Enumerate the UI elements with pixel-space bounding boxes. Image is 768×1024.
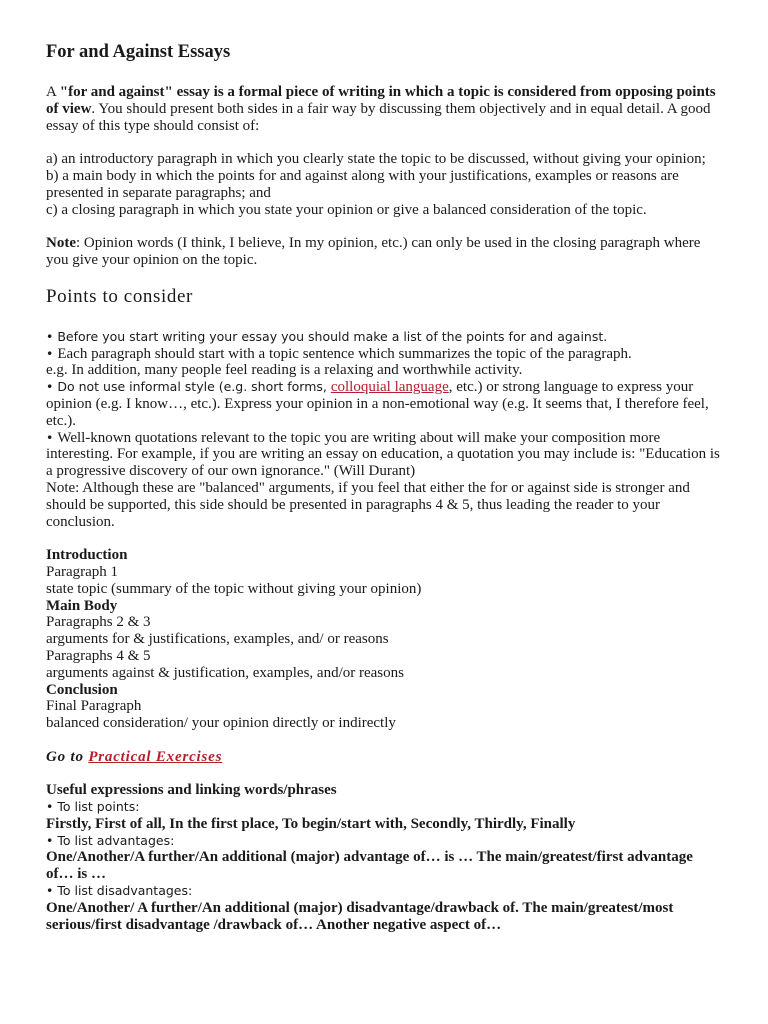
disadvantages-text: One/Another/ A further/An additional (major) disadvantage/drawback of. The main/greatest/most serious/first disadvantage /drawback of… Another negative aspect of… — [46, 899, 674, 933]
structure-conclusion-para: Final Paragraph — [46, 698, 142, 715]
point-5-note: Note: Although these are "balanced" arguments, if you feel that either the for or against side is stronger and should be supported, this side should be presented in paragraphs 4 & 5, thus leading the reader to your conclusion. — [46, 479, 690, 530]
point-3 — [46, 379, 722, 429]
point-3-rest: , etc.) or strong language to express your opinion (e.g. I know…, etc.). Express your opinion in a non-emotional way (e.g. It seems that, I therefore feel, etc.). — [46, 379, 709, 429]
point-3-bullet: • Do not use informal style (e.g. short forms, — [46, 379, 331, 395]
goto-line — [46, 749, 722, 766]
advantages-text: One/Another/A further/An additional (major) advantage of… is … The main/greatest/first advantage of… is … — [46, 849, 693, 883]
structure-conclusion-label: Conclusion — [46, 681, 118, 698]
practical-exercises-link[interactable]: Practical Exercises — [88, 748, 223, 765]
point-2 — [46, 346, 722, 363]
note-text: : Opinion words (I think, I believe, In my opinion, etc.) can only be used in the closing paragraph where you give your opinion on the topic. — [46, 235, 701, 268]
point-4-bullet: • — [46, 429, 58, 445]
advantages-label: • To list advantages: — [46, 832, 175, 848]
point-2-example: e.g. In addition, many people feel reading is a relaxing and worthwhile activity. — [46, 362, 523, 379]
structure-conclusion-desc: balanced consideration/ your opinion directly or indirectly — [46, 715, 396, 732]
goto-prefix: Go to — [46, 748, 89, 765]
part-c: c) a closing paragraph in which you state your opinion or give a balanced consideration of the topic. — [46, 201, 647, 218]
list-points-text: Firstly, First of all, In the first place, To begin/start with, Secondly, Thirdly, Finally — [46, 815, 576, 832]
intro-paragraph — [46, 84, 722, 134]
page-title: For and Against Essays — [46, 42, 231, 62]
intro-rest: . You should present both sides in a fair way by discussing them objectively and in equal detail. A good essay of this type should consist of: — [46, 100, 711, 134]
point-2-bullet: • — [46, 345, 58, 361]
colloquial-language-link[interactable]: colloquial language — [330, 379, 449, 396]
intro-a: A — [46, 84, 60, 100]
structure-intro-para: Paragraph 1 — [46, 563, 119, 580]
structure-body-label: Main Body — [46, 597, 118, 614]
point-4-text: Well-known quotations relevant to the topic you are writing about will make your composition more interesting. For example, if you are writing an essay on education, a quotation you may include is: "Education is a progressive discovery of our own ignorance." (Will Durant) — [46, 429, 720, 480]
part-b: b) a main body in which the points for and against along with your justifications, examples or reasons are presented in separate paragraphs; and — [46, 167, 679, 201]
disadvantages-label: • To list disadvantages: — [46, 883, 193, 899]
part-a: a) an introductory paragraph in which you clearly state the topic to be discussed, without giving your opinion; — [46, 151, 706, 168]
point-2-text: Each paragraph should start with a topic sentence which summarizes the topic of the paragraph. — [57, 345, 632, 362]
structure-body-desc1: arguments for & justifications, examples, and/ or reasons — [46, 631, 389, 648]
structure-intro-desc: state topic (summary of the topic without giving your opinion) — [46, 580, 422, 597]
list-points-label: • To list points: — [46, 799, 140, 815]
structure-body-para1: Paragraphs 2 & 3 — [46, 614, 151, 631]
expressions-heading: Useful expressions and linking words/phrases — [46, 782, 337, 799]
point-1: • Before you start writing your essay you should make a list of the points for and against. — [46, 328, 608, 344]
intro-bold: "for and against" essay is a formal piece of writing in which a topic is considered from opposing points of view — [46, 84, 716, 117]
note-paragraph — [46, 235, 722, 269]
point-4 — [46, 430, 722, 480]
structure-intro-label: Introduction — [46, 547, 128, 564]
points-heading: Points to consider — [46, 285, 193, 307]
note-label: Note — [46, 235, 76, 252]
structure-body-desc2: arguments against & justification, examples, and/or reasons — [46, 664, 404, 681]
structure-body-para2: Paragraphs 4 & 5 — [46, 647, 151, 664]
